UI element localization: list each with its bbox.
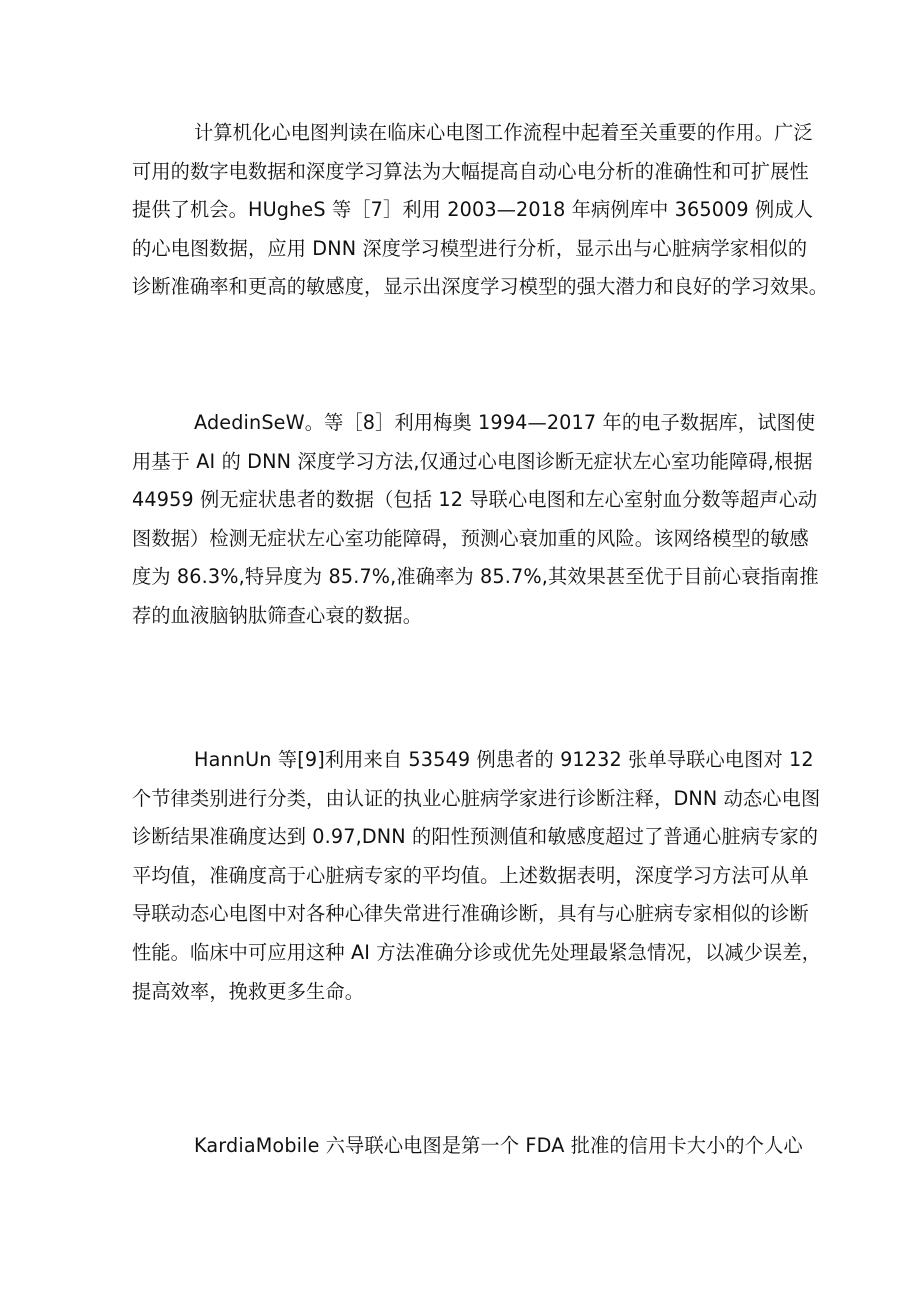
paragraph-line: 计算机化心电图判读在临床心电图工作流程中起着至关重要的作用。广泛 bbox=[194, 121, 813, 144]
paragraph-line: 提供了机会。HUgheS 等［7］利用 2003—2018 年病例库中 365009 例成人 bbox=[132, 198, 814, 222]
paragraph-line: 诊断准确率和更高的敏感度，显示出深度学习模型的强大潜力和良好的学习效果。 bbox=[132, 275, 829, 299]
paragraph-1 bbox=[132, 114, 829, 307]
paragraph-line: 导联动态心电图中对各种心律失常进行准确诊断，具有与心脏病专家相似的诊断 bbox=[132, 902, 809, 926]
paragraph-2 bbox=[132, 404, 819, 636]
paragraph-line: HannUn 等[9]利用来自 53549 例患者的 91232 张单导联心电图对 12 bbox=[194, 748, 814, 771]
paragraph-line: 图数据）检测无症状左心室功能障碍，预测心衰加重的风险。该网络模型的敏感 bbox=[132, 526, 809, 550]
paragraph-line: 提高效率，挽救更多生命。 bbox=[132, 979, 365, 1003]
paragraph-4 bbox=[132, 1127, 802, 1166]
paragraph-line: 44959 例无症状患者的数据（包括 12 导联心电图和左心室射血分数等超声心动 bbox=[132, 488, 818, 512]
paragraph-line: KardiaMobile 六导联心电图是第一个 FDA 批准的信用卡大小的个人心 bbox=[194, 1134, 803, 1157]
paragraph-line: 度为 86.3%,特异度为 85.7%,准确率为 85.7%,其效果甚至优于目前心衰指南推 bbox=[132, 565, 819, 589]
paragraph-line: 用基于 AI 的 DNN 深度学习方法,仅通过心电图诊断无症状左心室功能障碍,根据 bbox=[132, 449, 813, 473]
paragraph-line: 诊断结果准确度达到 0.97,DNN 的阳性预测值和敏感度超过了普通心脏病专家的 bbox=[132, 825, 819, 849]
paragraph-3 bbox=[132, 741, 822, 1011]
paragraph-line: 可用的数字电数据和深度学习算法为大幅提高自动心电分析的准确性和可扩展性 bbox=[132, 159, 809, 183]
paragraph-line: 个节律类别进行分类，由认证的执业心脏病学家进行诊断注释，DNN 动态心电图 bbox=[132, 786, 821, 810]
paragraph-line: 的心电图数据，应用 DNN 深度学习模型进行分析，显示出与心脏病学家相似的 bbox=[132, 236, 808, 260]
paragraph-line: AdedinSeW。等［8］利用梅奥 1994—2017 年的电子数据库，试图使 bbox=[194, 411, 816, 434]
paragraph-line: 平均值，准确度高于心脏病专家的平均值。上述数据表明，深度学习方法可从单 bbox=[132, 863, 809, 887]
paragraph-line: 性能。临床中可应用这种 AI 方法准确分诊或优先处理最紧急情况，以减少误差， bbox=[132, 940, 822, 964]
paragraph-line: 荐的血液脑钠肽筛查心衰的数据。 bbox=[132, 603, 423, 627]
